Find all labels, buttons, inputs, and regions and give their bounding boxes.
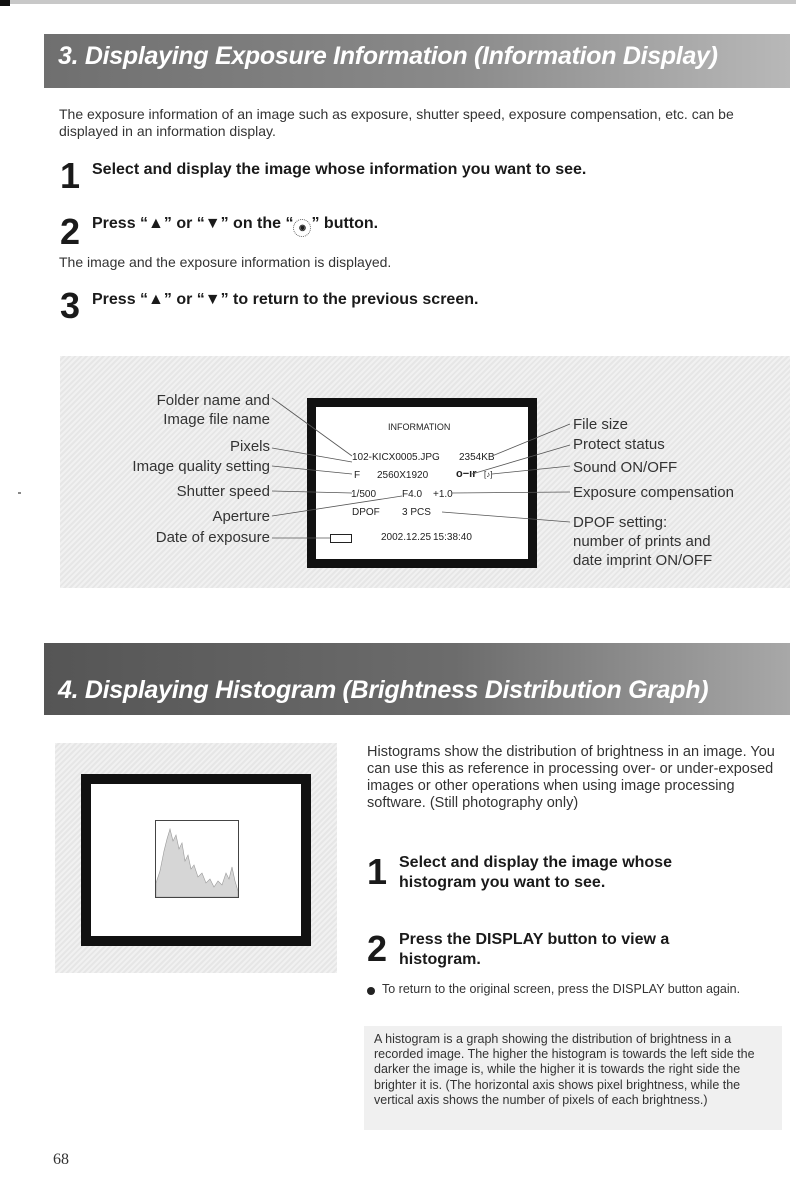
label-quality: Image quality setting [132, 458, 270, 475]
histogram-bars [156, 821, 238, 897]
step1-number: 1 [60, 155, 81, 196]
screen-filesize: 2354KB [459, 452, 495, 463]
step2-text: Press “▲” or “▼” on the “ ◉ ” button. [92, 214, 378, 237]
return-bullet-text: To return to the original screen, press the DISPLAY button again. [382, 982, 741, 996]
dial-button-icon: ◉ [293, 219, 311, 237]
step1-text: Select and display the image whose information you want to see. [92, 161, 587, 178]
bullet-icon [367, 987, 375, 995]
label-folder-line1: Folder name and [156, 392, 270, 409]
label-folder-line2: Image file name [163, 411, 270, 428]
screen-time: 15:38:40 [433, 532, 472, 543]
step2-number: 2 [60, 211, 81, 252]
s4-step2-number: 2 [367, 928, 388, 969]
s4-step2-text: Press the DISPLAY button to view a histogram. [399, 931, 670, 968]
section4-intro: Histograms show the distribution of brightness in an image. You can use this as reference in processing over- or under-exposed images or other operations when using image processing software. (Still photography only) [367, 744, 775, 811]
s4-step1-text: Select and display the image whose histogram you want to see. [399, 854, 672, 891]
label-dpof-line2: number of prints and [573, 533, 711, 550]
label-dpof-line1: DPOF setting: [573, 514, 668, 531]
protect-key-icon: o−ır [456, 468, 477, 480]
margin-dot [18, 492, 21, 494]
label-pixels: Pixels [229, 438, 270, 455]
screen-quality: F [354, 470, 361, 481]
screen-date: 2002.12.25 [381, 532, 432, 543]
histogram-graph [155, 820, 239, 898]
label-shutter: Shutter speed [176, 483, 270, 500]
screen-prints: 3 PCS [402, 507, 431, 518]
step2-note: The image and the exposure information is displayed. [59, 254, 392, 270]
label-compensation: Exposure compensation [573, 484, 734, 501]
label-date: Date of exposure [155, 529, 270, 546]
sound-icon: [♪] [484, 470, 493, 479]
screen-dpof: DPOF [352, 507, 380, 518]
label-dpof-line3: date imprint ON/OFF [573, 552, 713, 569]
screen-aperture: F4.0 [402, 489, 423, 500]
screen-title: INFORMATION [388, 422, 451, 432]
s4-step1-number: 1 [367, 851, 388, 892]
screen-filename: 102-KICX0005.JPG [352, 452, 440, 463]
label-aperture: Aperture [212, 508, 270, 525]
section4-banner [44, 643, 790, 715]
label-filesize: File size [573, 416, 629, 433]
page-number: 68 [53, 1151, 69, 1168]
screen-shutter: 1/500 [351, 489, 377, 500]
label-protect: Protect status [573, 436, 665, 453]
section4-title: 4. Displaying Histogram (Brightness Distribution Graph) [58, 676, 709, 704]
section3-title: 3. Displaying Exposure Information (Information Display) [58, 42, 718, 70]
histogram-note: A histogram is a graph showing the distribution of brightness in a recorded image. The higher the histogram is towards the left side the darker the image is, while the higher it is towards the right side the brighter it is. (The horizontal axis shows pixel brightness, while the vertical axis shows the number of pixels of each brightness.) [374, 1032, 755, 1107]
screen-pixels: 2560X1920 [377, 470, 429, 481]
label-sound: Sound ON/OFF [573, 459, 678, 476]
step3-number: 3 [60, 285, 81, 326]
section3-intro: The exposure information of an image such as exposure, shutter speed, exposure compensation, etc. can be displayed in an information display. [59, 106, 734, 139]
step3-text: Press “▲” or “▼” to return to the previous screen. [92, 291, 479, 308]
screen-compensation: +1.0 [433, 489, 453, 500]
